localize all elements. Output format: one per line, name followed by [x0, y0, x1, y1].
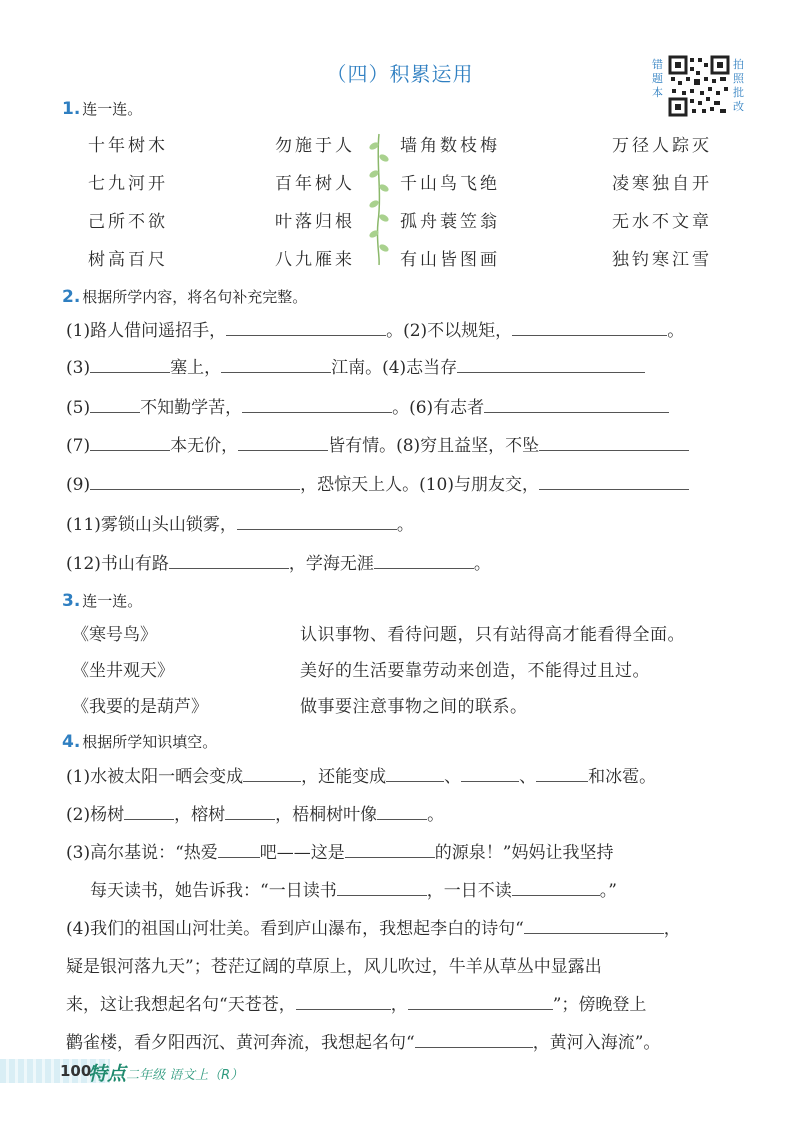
q1-col2-item[interactable]: 叶落归根 [275, 212, 355, 232]
answer-blank[interactable] [374, 552, 474, 569]
q1-col4-item[interactable]: 独钓寒江雪 [612, 250, 712, 270]
page-title: （四）积累运用 [326, 62, 474, 86]
grade-label: 二年级 语文上（R） [126, 1068, 244, 1083]
q1-col2-item[interactable]: 八九雁来 [275, 250, 355, 270]
q3-left-item[interactable]: 《寒号鸟》 [72, 625, 157, 645]
answer-blank[interactable] [512, 319, 667, 336]
q4-line-1: (1)水被太阳一晒会变成 ，还能变成 、 、 和冰雹。 [66, 767, 657, 787]
q2-number: 2. [62, 287, 81, 307]
q3-label: 连一连。 [82, 592, 143, 610]
q1-col1-item[interactable]: 己所不欲 [88, 212, 168, 232]
q1-number: 1. [62, 99, 81, 119]
answer-blank[interactable] [415, 1031, 533, 1048]
answer-blank[interactable] [484, 396, 669, 413]
answer-blank[interactable] [238, 434, 328, 451]
qr-left-label: 错题本 [652, 58, 663, 99]
q2-label: 根据所学内容，将名句补充完整。 [82, 288, 308, 306]
q1-col2-item[interactable]: 勿施于人 [275, 136, 355, 156]
answer-blank[interactable] [386, 765, 444, 782]
q2-line-1: (1)路人借问遥招手， 。(2)不以规矩， 。 [66, 321, 685, 341]
answer-blank[interactable] [225, 803, 275, 820]
answer-blank[interactable] [345, 841, 435, 858]
q3-right-item[interactable]: 美好的生活要靠劳动来创造，不能得过且过。 [300, 661, 650, 681]
answer-blank[interactable] [337, 879, 427, 896]
q3-left-item[interactable]: 《我要的是葫芦》 [72, 697, 208, 717]
answer-blank[interactable] [539, 434, 689, 451]
answer-blank[interactable] [377, 803, 427, 820]
q1-heading [62, 98, 142, 119]
q1-col4-item[interactable]: 凌寒独自开 [612, 174, 712, 194]
q2-line-6: (11)雾锁山头山锁雾， 。 [66, 515, 414, 535]
q3-heading [62, 590, 142, 611]
answer-blank[interactable] [226, 319, 386, 336]
answer-blank[interactable] [221, 356, 331, 373]
q3-right-item[interactable]: 认识事物、看待问题，只有站得高才能看得全面。 [300, 625, 685, 645]
q4-label: 根据所学知识填空。 [82, 733, 218, 751]
q4-line-7: 来，这让我想起名句“天苍苍， ， ”；傍晚登上 [66, 995, 647, 1015]
q2-line-5: (9) ，恐惊天上人。(10)与朋友交， [66, 470, 689, 495]
answer-blank[interactable] [524, 917, 664, 934]
q4-line-3: (3)高尔基说：“热爱 吧——这是 的源泉！”妈妈让我坚持 [66, 843, 614, 863]
answer-blank[interactable] [237, 513, 397, 530]
q4-line-5: (4)我们的祖国山河壮美。看到庐山瀑布，我想起李白的诗句“ ， [66, 919, 681, 939]
answer-blank[interactable] [461, 765, 519, 782]
q2-line-3: (5) 不知勤学苦， 。(6)有志者 [66, 393, 669, 418]
vine-divider-icon [368, 132, 390, 267]
answer-blank[interactable] [457, 356, 645, 373]
q1-col3-item[interactable]: 千山鸟飞绝 [400, 174, 500, 194]
q1-col4-item[interactable]: 万径人踪灭 [612, 136, 712, 156]
answer-blank[interactable] [124, 803, 174, 820]
answer-blank[interactable] [169, 552, 289, 569]
page-number: 100 [60, 1062, 92, 1080]
q2-line-7: (12)书山有路 ，学海无涯 。 [66, 554, 491, 574]
q1-label: 连一连。 [82, 100, 143, 118]
q1-col2-item[interactable]: 百年树人 [275, 174, 355, 194]
q3-number: 3. [62, 591, 81, 611]
answer-blank[interactable] [408, 993, 553, 1010]
q4-line-2: (2)杨树 ，榕树 ，梧桐树叶像 。 [66, 805, 445, 825]
qr-right-label: 拍照批改 [733, 58, 744, 113]
answer-blank[interactable] [218, 841, 260, 858]
answer-blank[interactable] [536, 765, 588, 782]
answer-blank[interactable] [243, 765, 301, 782]
answer-blank[interactable] [242, 396, 392, 413]
q2-line-2: (3) 塞上， 江南。(4)志当存 [66, 353, 645, 378]
answer-blank[interactable] [90, 396, 140, 413]
q4-line-8: 鹳雀楼，看夕阳西沉、黄河奔流，我想起名句“ ，黄河入海流”。 [66, 1033, 661, 1053]
q4-number: 4. [62, 732, 81, 752]
qr-code-icon[interactable] [668, 55, 730, 117]
brand-logo: 特点 [88, 1063, 127, 1085]
q1-col1-item[interactable]: 七九河开 [88, 174, 168, 194]
q1-col3-item[interactable]: 墙角数枝梅 [400, 136, 500, 156]
answer-blank[interactable] [296, 993, 391, 1010]
q1-col1-item[interactable]: 十年树木 [88, 136, 168, 156]
answer-blank[interactable] [90, 434, 170, 451]
q3-left-item[interactable]: 《坐井观天》 [72, 661, 174, 681]
answer-blank[interactable] [512, 879, 600, 896]
q3-right-item[interactable]: 做事要注意事物之间的联系。 [300, 697, 528, 717]
answer-blank[interactable] [90, 356, 170, 373]
q1-col3-item[interactable]: 有山皆图画 [400, 250, 500, 270]
q1-col4-item[interactable]: 无水不文章 [612, 212, 712, 232]
q4-heading [62, 731, 217, 752]
q2-line-4: (7) 本无价， 皆有情。(8)穷且益坚，不坠 [66, 431, 689, 456]
answer-blank[interactable] [539, 473, 689, 490]
q4-line-6: 疑是银河落九天”；苍茫辽阔的草原上，风儿吹过，牛羊从草丛中显露出 [66, 957, 602, 977]
q1-col1-item[interactable]: 树高百尺 [88, 250, 168, 270]
answer-blank[interactable] [90, 473, 300, 490]
q2-heading [62, 286, 307, 307]
q4-line-4: 每天读书，她告诉我：“一日读书 ，一日不读 。” [90, 881, 617, 901]
q1-col3-item[interactable]: 孤舟蓑笠翁 [400, 212, 500, 232]
